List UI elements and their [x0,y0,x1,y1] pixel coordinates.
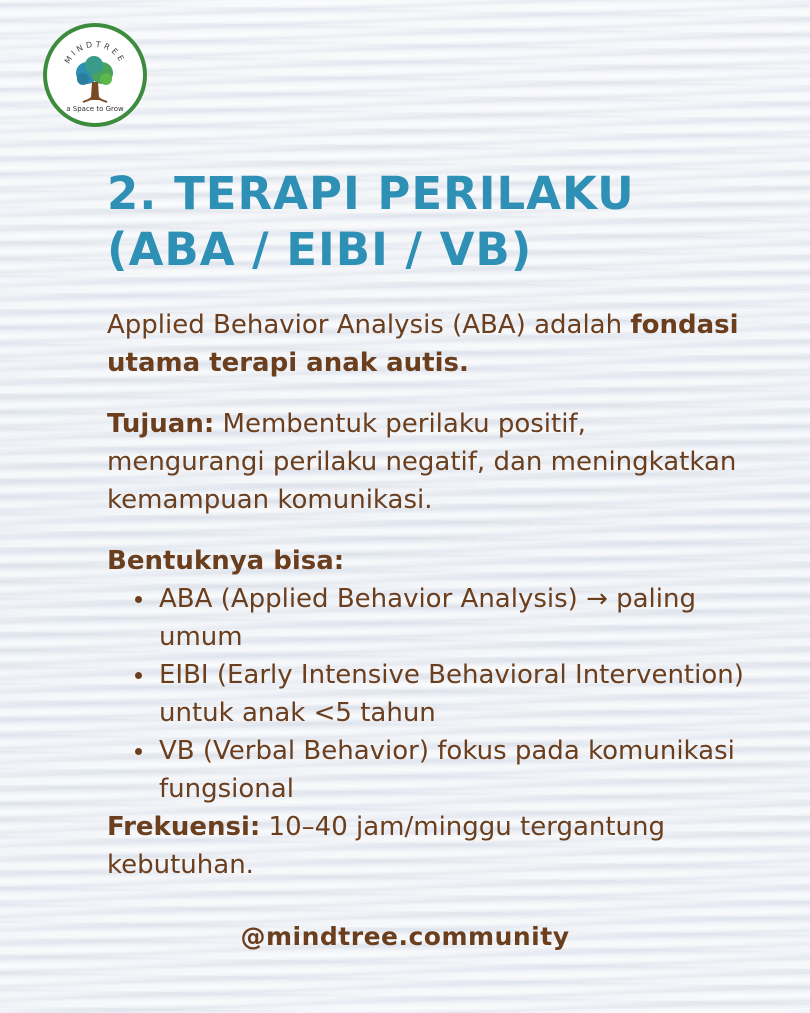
frequency-text: 10–40 jam/minggu tergantung kebutuhan. [107,812,666,880]
social-handle: @mindtree.community [240,922,570,951]
tree-brain-icon [47,27,143,123]
bullet-icon [135,748,142,755]
forms-list [107,580,747,808]
intro-text: Applied Behavior Analysis (ABA) adalah [107,310,631,340]
list-item-text: EIBI (Early Intensive Behavioral Intervention) untuk anak <5 tahun [159,660,744,728]
list-item-text: VB (Verbal Behavior) fokus pada komunikasi fungsional [159,736,735,804]
list-item [159,656,747,732]
title-line-2: (ABA / EIBI / VB) [107,223,533,276]
logo-arc-text: MINDTREE [62,39,128,66]
frequency-label: Frekuensi: [107,812,261,842]
content-body [107,306,747,884]
frequency-paragraph [107,808,747,884]
intro-paragraph [107,306,747,382]
title-line-1: 2. TERAPI PERILAKU [107,167,635,220]
goal-text: Membentuk perilaku positif, mengurangi perilaku negatif, dan meningkatkan kemampuan komunikasi. [107,409,737,515]
mindtree-logo [43,23,147,127]
intro-bold: fondasi utama terapi anak autis. [107,310,739,378]
bullet-icon [135,596,142,603]
bullet-icon [135,672,142,679]
logo-tagline: a Space to Grow [66,105,124,113]
goal-label: Tujuan: [107,409,215,439]
list-item [159,580,747,656]
page-title [107,166,767,278]
list-item-text: ABA (Applied Behavior Analysis) → paling umum [159,584,696,652]
goal-paragraph [107,405,747,519]
list-item [159,732,747,808]
forms-label: Bentuknya bisa: [107,546,345,576]
